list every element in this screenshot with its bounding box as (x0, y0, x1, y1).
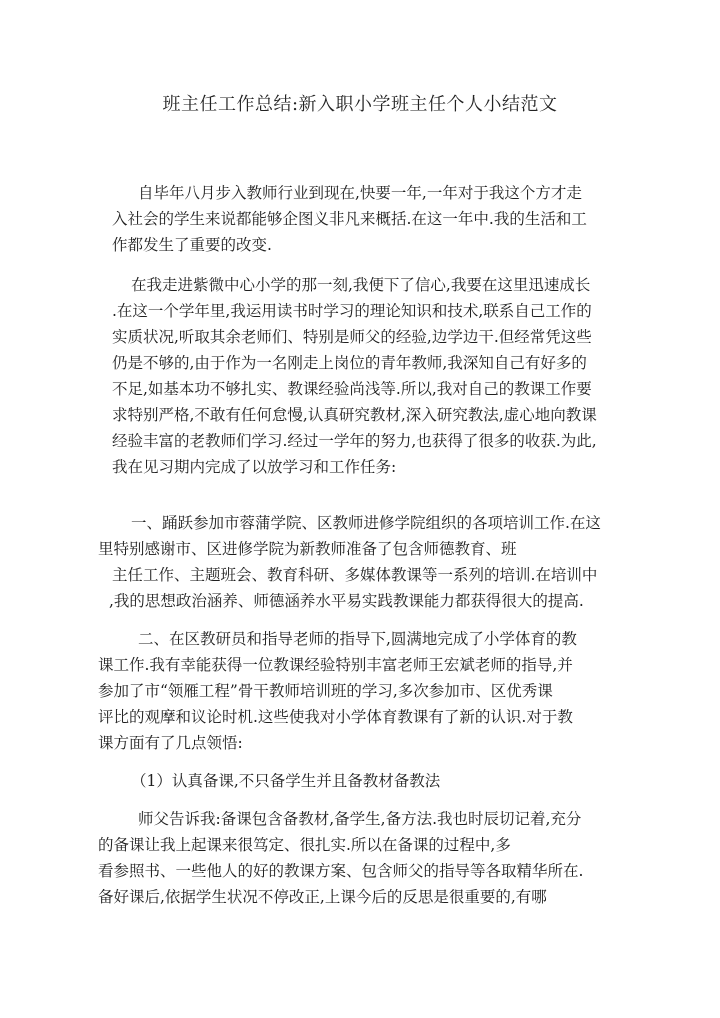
paragraph-line: 作都发生了重要的改变. (112, 236, 272, 254)
paragraph-line: 的备课让我上起课来很笃定、很扎实.所以在备课的过程中,多 (98, 836, 511, 854)
paragraph-line: 里特别感谢市、区进修学院为新教师准备了包含师德教育、班 (98, 540, 517, 558)
paragraph-line: 课工作.我有幸能获得一位教课经验特别丰富老师王宏斌老师的指导,并 (98, 656, 573, 674)
paragraph-line: 不足,如基本功不够扎实、教课经验尚浅等.所以,我对自己的教课工作要 (112, 380, 592, 398)
paragraph-line: 评比的观摩和议论时机.这些使我对小学体育教课有了新的认识.对于教 (98, 708, 573, 726)
paragraph-line: ,我的思想政治涵养、师德涵养水平易实践教课能力都获得很大的提高. (109, 592, 584, 610)
paragraph-line: 课方面有了几点领悟: (98, 734, 243, 752)
paragraph-line: 自毕年八月步入教师行业到现在,快要一年,一年对于我这个方才走 (138, 184, 582, 202)
section-heading: （1）认真备课,不只备学生并且备教材备教法 (131, 772, 441, 790)
paragraph-line: 备好课后,依据学生状况不停改正,上课今后的反思是很重要的,有哪 (98, 888, 547, 906)
paragraph-line: 求特别严格,不敢有任何怠慢,认真研究教材,深入研究教法,虚心地向教课 (112, 406, 597, 424)
paragraph-line: 看参照书、一些他人的好的教课方案、包含师父的指导等各取精华所在. (98, 862, 584, 880)
paragraph-line: 主任工作、主题班会、教育科研、多媒体教课等一系列的培训.在培训中 (112, 566, 598, 584)
paragraph-line: 在我走进紫微中心小学的那一刻,我便下了信心,我要在这里迅速成长 (131, 276, 591, 294)
paragraph-line: .在这一个学年里,我运用读书时学习的理论知识和技术,联系自己工作的 (112, 302, 592, 320)
paragraph-line: 实质状况,听取其余老师们、特别是师父的经验,边学边干.但经常凭这些 (112, 328, 592, 346)
paragraph-line: 经验丰富的老教师们学习.经过一学年的努力,也获得了很多的收获.为此, (112, 432, 597, 450)
paragraph-line: 二、在区教研员和指导老师的指导下,圆满地完成了小学体育的教 (138, 630, 577, 648)
paragraph-line: 我在见习期内完成了以放学习和工作任务: (112, 458, 397, 476)
paragraph-line: 参加了市“领雁工程”骨干教师培训班的学习,多次参加市、区优秀课 (98, 682, 553, 700)
paragraph-line: 入社会的学生来说都能够企图义非凡来概括.在这一年中.我的生活和工 (112, 210, 587, 228)
document-title: 班主任工作总结:新入职小学班主任个人小结范文 (162, 94, 558, 115)
paragraph-line: 师父告诉我:备课包含备教材,备学生,备方法.我也时辰切记着,充分 (138, 810, 582, 828)
paragraph-line: 一、踊跃参加市蓉蒲学院、区教师进修学院组织的各项培训工作.在这 (131, 514, 601, 532)
paragraph-line: 仍是不够的,由于作为一名刚走上岗位的青年教师,我深知自己有好多的 (112, 354, 587, 372)
